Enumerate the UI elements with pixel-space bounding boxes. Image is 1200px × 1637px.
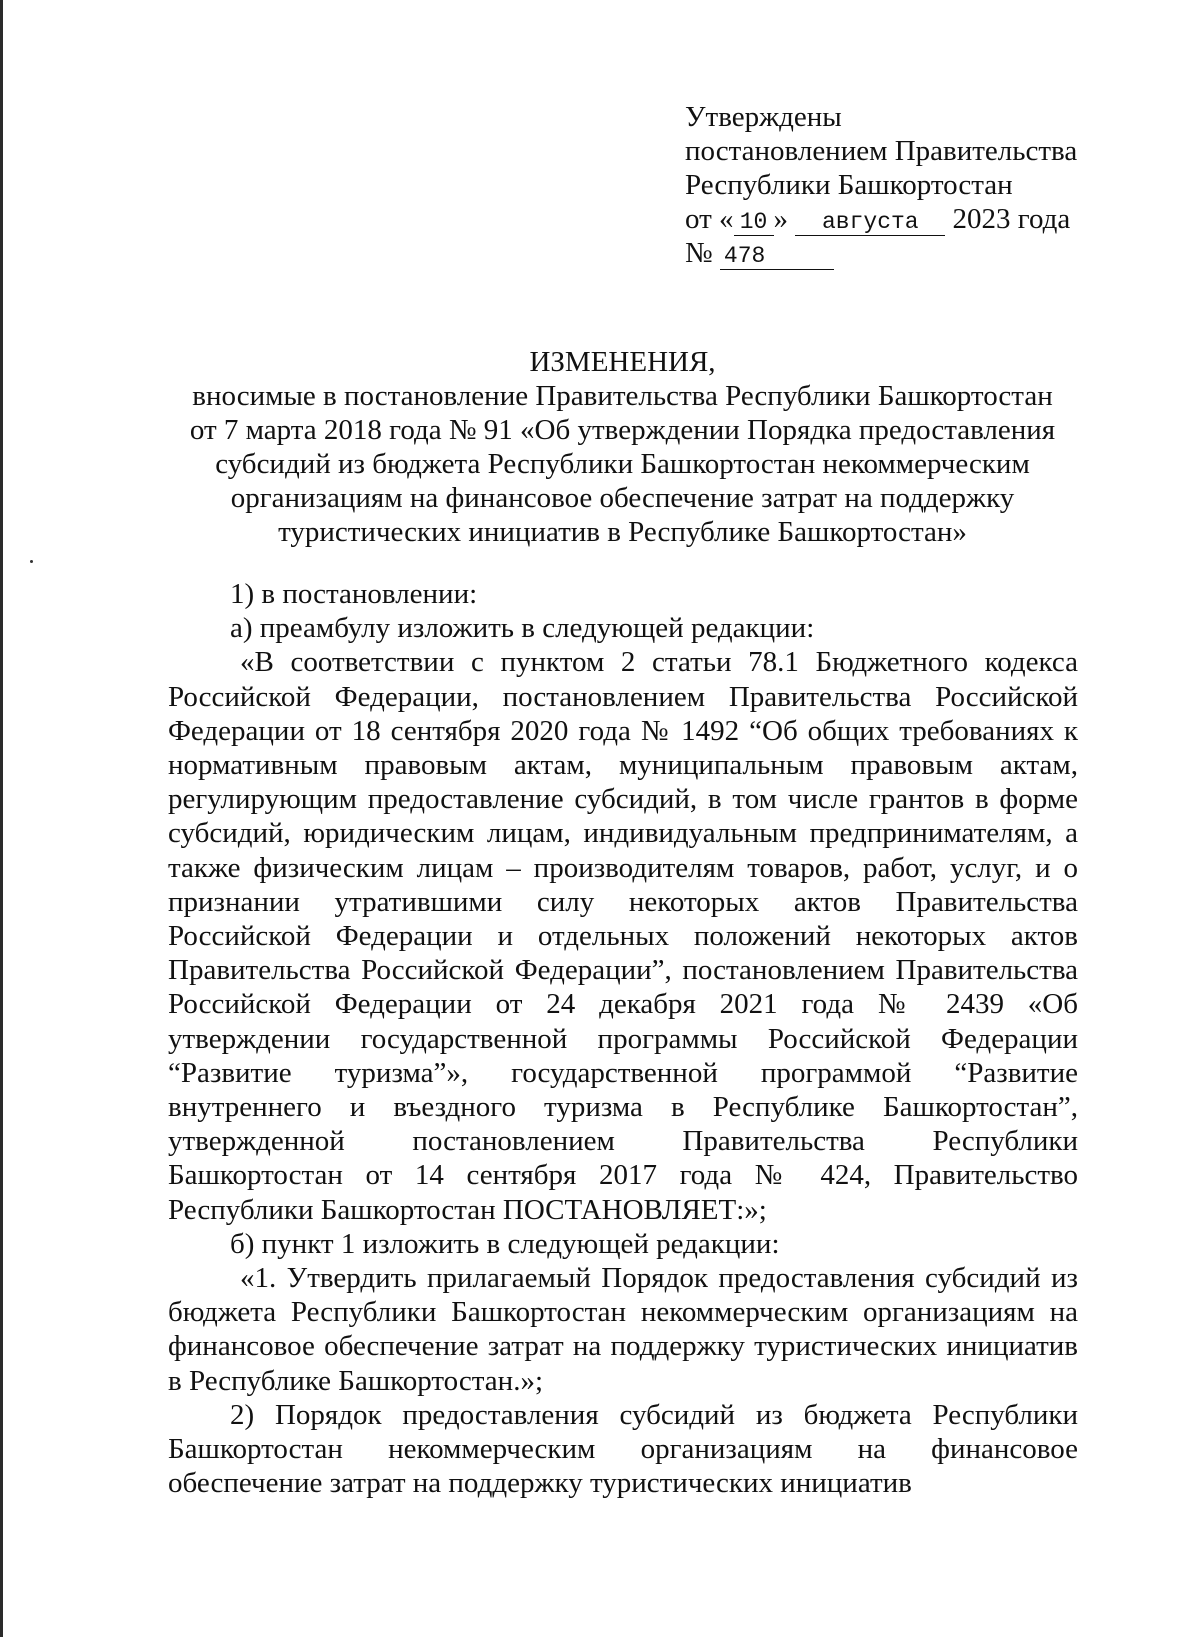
body-paragraph: «В соответствии с пунктом 2 статьи 78.1 Бюджетного кодекса Российской Федерации, постановлением Правительства Российской Федерации от 18 сентября 2020 года № 1492 “Об общих требованиях к нормативным правовым актам, муниципальным правовым актам, регулирующим предоставление субсидий, в том числе грантов в форме субсидий, юридическим лицам, индивидуальным предпринимателям, а также физическим лицам – производителям товаров, работ, услуг, и о признании утратившими силу некоторых актов Правительства Российской Федерации и отдельных положений некоторых актов Правительства Российской Федерации”, постановлением Правительства Российской Федерации от 24 декабря 2021 года № 2439 «Об утверждении государственной программы Российской Федерации “Развитие туризма”», государственной программой “Развитие внутреннего и въездного туризма в Республике Башкортостан”, утвержденной постановлением Правительства Республики Башкортостан от 14 сентября 2017 года № 424, Правительство Республики Башкортостан ПОСТАНОВЛЯЕТ:»; <box>168 646 1078 1226</box>
body-paragraph: а) преамбулу изложить в следующей редакции: <box>230 612 815 645</box>
date-prefix: от « <box>685 203 734 235</box>
scan-speck <box>30 560 33 563</box>
approval-line-2: постановлением Правительства <box>685 135 1078 167</box>
body-paragraph: 2) Порядок предоставления субсидий из бюджета Республики Башкортостан некоммерческим организациям на финансовое обеспечение затрат на поддержку туристических инициатив <box>168 1398 1078 1500</box>
date-mid: » <box>773 203 789 235</box>
scan-border <box>0 0 3 1637</box>
approval-date-line <box>685 202 1125 236</box>
document-subtitle-line: организациям на финансовое обеспечение затрат на поддержку <box>230 482 1015 514</box>
document-body <box>168 577 1078 1500</box>
document-heading <box>170 345 1075 549</box>
body-paragraph: «1. Утвердить прилагаемый Порядок предоставления субсидий из бюджета Республики Башкортостан некоммерческим организациям на финансовое обеспечение затрат на поддержку туристических инициатив в Республике Башкортостан.»; <box>168 1262 1078 1397</box>
approval-number-line <box>685 236 1125 270</box>
document-subtitle-line: вносимые в постановление Правительства Республики Башкортостан <box>192 380 1053 412</box>
date-month-field: августа <box>795 209 945 236</box>
date-year: 2023 года <box>952 203 1071 235</box>
number-field: 478 <box>720 243 834 270</box>
body-paragraph: 1) в постановлении: <box>230 578 478 610</box>
date-day-field: 10 <box>734 209 774 236</box>
number-prefix: № <box>685 237 713 269</box>
document-subtitle-line: от 7 марта 2018 года № 91 «Об утверждении Порядка предоставления <box>189 414 1056 446</box>
document-subtitle-line: субсидий из бюджета Республики Башкортостан некоммерческим <box>215 448 1030 480</box>
approval-line-3: Республики Башкортостан <box>685 169 1013 201</box>
approval-line-1: Утверждены <box>685 101 842 133</box>
document-title: ИЗМЕНЕНИЯ, <box>529 346 716 378</box>
approval-block <box>685 100 1125 270</box>
document-subtitle-line: туристических инициатив в Республике Башкортостан» <box>278 516 967 548</box>
body-paragraph: б) пункт 1 изложить в следующей редакции: <box>230 1227 780 1260</box>
